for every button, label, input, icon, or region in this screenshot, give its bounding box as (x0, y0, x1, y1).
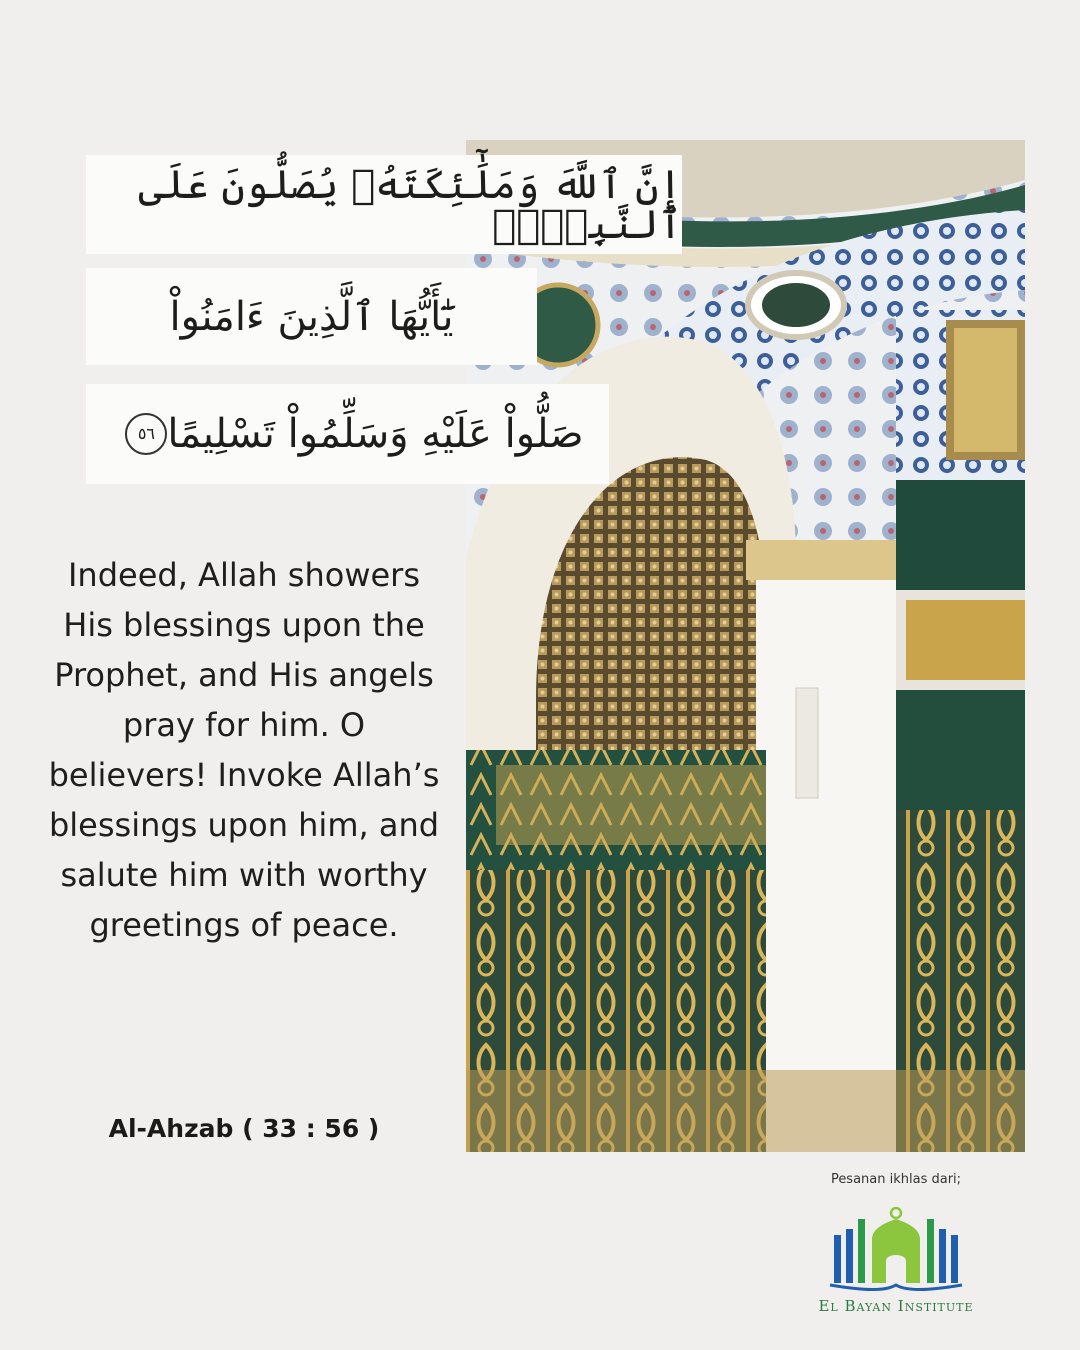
from-label: Pesanan ikhlas dari; (830, 1172, 962, 1187)
el-bayan-logo-icon (826, 1205, 966, 1293)
arabic-verse-line-3 (86, 384, 609, 484)
arabic-verse-line-1-text: إِنَّ ٱللَّهَ وَمَلَٰٓئِكَتَهُۥ يُصَلُّونَ عَلَى ٱلنَّبِيِّۚ (138, 161, 682, 248)
mosque-interior-photo (466, 140, 1025, 1152)
institute-name: El Bayan Institute (818, 1297, 974, 1315)
verse-translation: Indeed, Allah showers His blessings upon the Prophet, and His angels pray for him. O believers! Invoke Allah’s blessings upon him, and salute him with worthy greetings of peace. (48, 556, 440, 944)
arabic-verse-line-3-text: صَلُّواْ عَلَيْهِ وَسَلِّمُواْ تَسْلِيمًا (167, 411, 584, 457)
verse-reference: Al-Ahzab ( 33 : 56 ) (108, 1114, 380, 1143)
arabic-verse-line-1 (86, 155, 682, 254)
arabic-verse-line-2 (86, 268, 537, 365)
arabic-verse-line-2-text: يَٰٓأَيُّهَا ٱلَّذِينَ ءَامَنُواْ (169, 293, 454, 340)
ayah-number-marker: ٥٦ (125, 413, 167, 455)
